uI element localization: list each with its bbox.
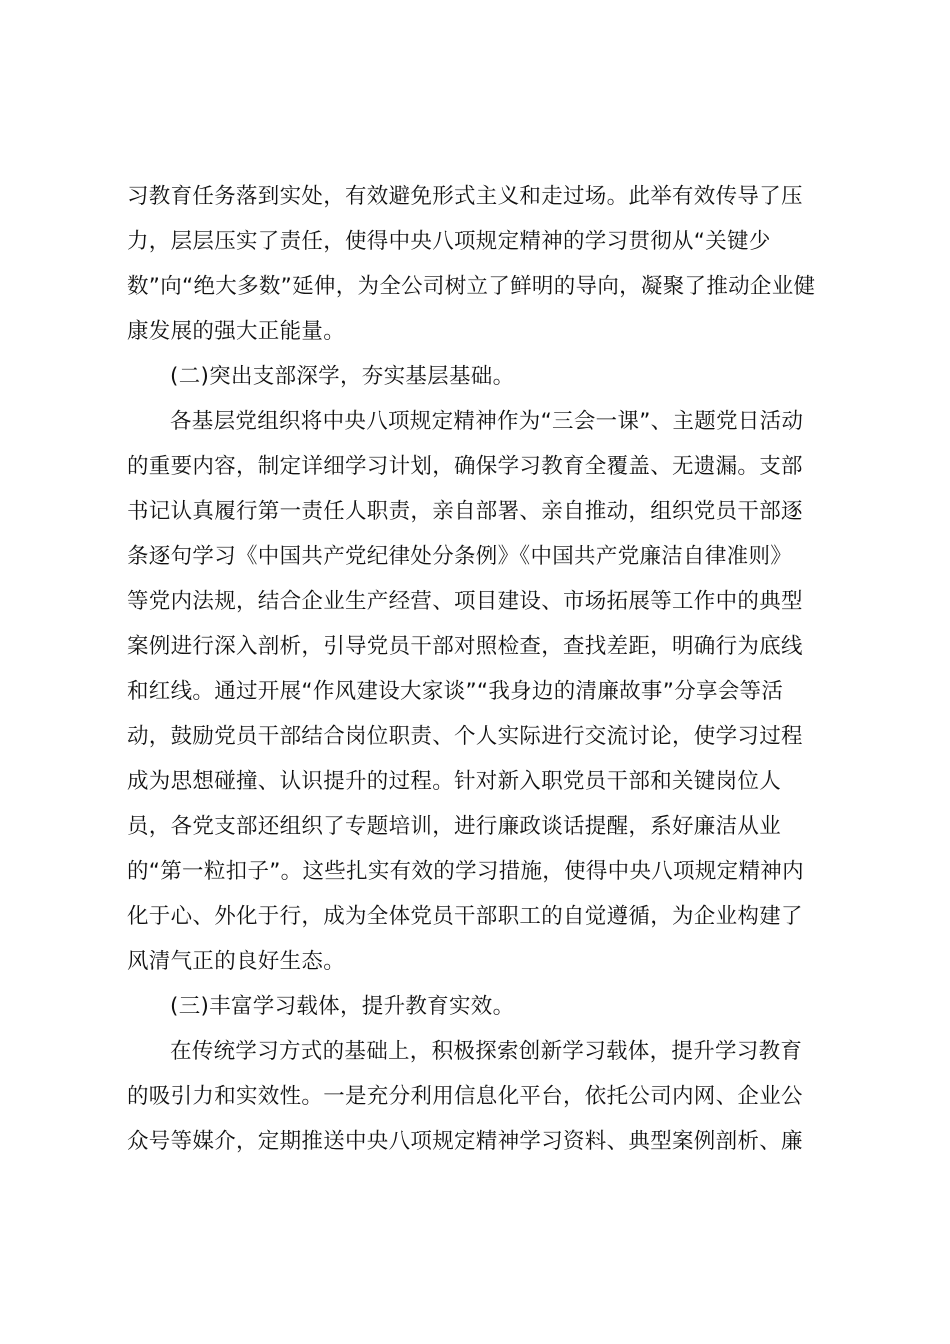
- paragraph-line: 的吸引力和实效性。一是充分利用信息化平台，依托公司内网、企业公: [127, 1084, 803, 1109]
- paragraph-line: 在传统学习方式的基础上，积极探索创新学习载体，提升学习教育: [170, 1039, 803, 1064]
- paragraph-line: 和红线。通过开展“作风建设大家谈”“我身边的清廉故事”分享会等活: [127, 679, 784, 704]
- paragraph-line: 各基层党组织将中央八项规定精神作为“三会一课”、主题党日活动: [170, 409, 804, 434]
- section-heading: (二)突出支部深学，夯实基层基础。: [170, 364, 515, 389]
- paragraph-line: 的重要内容，制定详细学习计划，确保学习教育全覆盖、无遗漏。支部: [127, 454, 803, 479]
- paragraph-line: 书记认真履行第一责任人职责，亲自部署、亲自推动，组织党员干部逐: [127, 499, 803, 524]
- paragraph-line: 案例进行深入剖析，引导党员干部对照检查，查找差距，明确行为底线: [127, 634, 803, 659]
- paragraph-line: 的“第一粒扣子”。这些扎实有效的学习措施，使得中央八项规定精神内: [127, 859, 804, 884]
- paragraph-line: 等党内法规，结合企业生产经营、项目建设、市场拓展等工作中的典型: [127, 589, 803, 614]
- paragraph-line: 动，鼓励党员干部结合岗位职责、个人实际进行交流讨论，使学习过程: [127, 724, 803, 749]
- paragraph-line: 数”向“绝大多数”延伸，为全公司树立了鲜明的导向，凝聚了推动企业健: [127, 274, 816, 299]
- paragraph-line: 力，层层压实了责任，使得中央八项规定精神的学习贯彻从“关键少: [127, 229, 771, 254]
- paragraph-line: 习教育任务落到实处，有效避免形式主义和走过场。此举有效传导了压: [127, 184, 803, 209]
- paragraph-line: 成为思想碰撞、认识提升的过程。针对新入职党员干部和关键岗位人: [127, 769, 782, 794]
- paragraph-line: 康发展的强大正能量。: [127, 319, 346, 344]
- paragraph-line: 化于心、外化于行，成为全体党员干部职工的自觉遵循，为企业构建了: [127, 904, 803, 929]
- section-heading: (三)丰富学习载体，提升教育实效。: [170, 994, 515, 1019]
- paragraph-line: 条逐句学习《中国共产党纪律处分条例》《中国共产党廉洁自律准则》: [127, 544, 793, 569]
- paragraph-line: 风清气正的良好生态。: [127, 949, 346, 974]
- paragraph-line: 员，各党支部还组织了专题培训，进行廉政谈话提醒，系好廉洁从业: [127, 814, 782, 839]
- paragraph-line: 众号等媒介，定期推送中央八项规定精神学习资料、典型案例剖析、廉: [127, 1129, 803, 1154]
